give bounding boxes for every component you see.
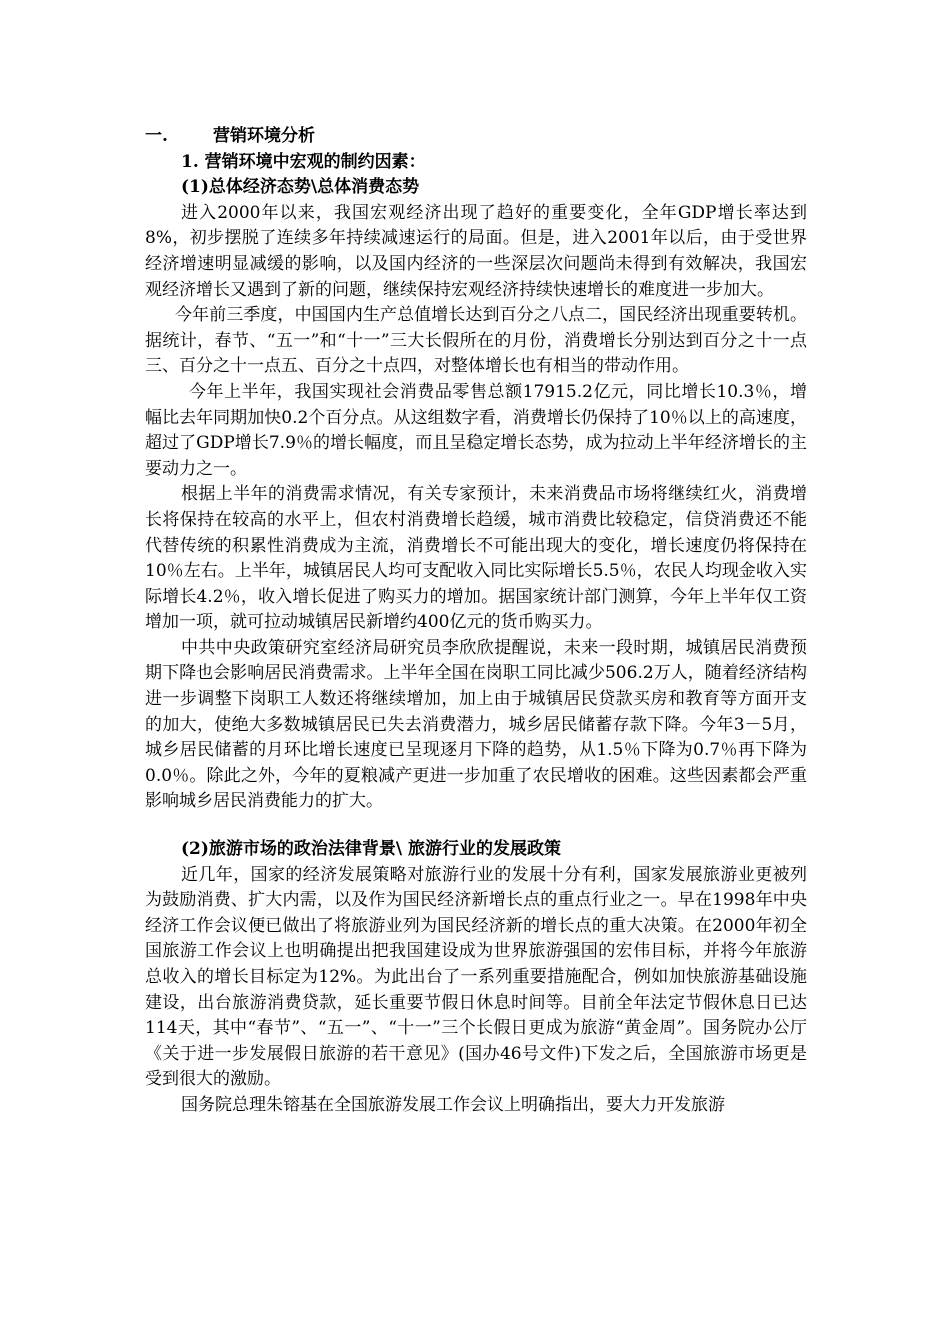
paragraph: 今年上半年，我国实现社会消费品零售总额17915.2亿元，同比增长10.3％，增幅比去年同期加快0.2个百分点。从这组数字看，消费增长仍保持了10％以上的高速度，超过了GDP增长7.9％的增长幅度，而且呈稳定增长态势，成为拉动上半年经济增长的主要动力之一。: [145, 381, 807, 479]
section1-title: (1)总体经济态势\总体消费态势: [181, 177, 420, 198]
paragraph: 根据上半年的消费需求情况，有关专家预计，未来消费品市场将继续红火，消费增长将保持在较高的水平上，但农村消费增长趋缓，城市消费比较稳定，信贷消费还不能代替传统的积累性消费成为主流，消费增长不可能出现大的变化，增长速度仍将保持在10％左右。上半年，城镇居民人均可支配收入同比实际增长5.5％，农民人均现金收入实际增长4.2％，收入增长促进了购买力的增加。据国家统计部门测算，今年上半年仅工资增加一项，就可拉动城镇居民新增约400亿元的货币购买力。: [145, 484, 807, 633]
paragraph: 进入2000年以来，我国宏观经济出现了趋好的重要变化，全年GDP增长率达到8%，初步摆脱了连续多年持续减速运行的局面。但是，进入2001年以后，由于受世界经济增速明显减缓的影响，以及国内经济的一些深层次问题尚未得到有效解决，我国宏观经济增长又遇到了新的问题，继续保持宏观经济持续快速增长的难度进一步加大。: [145, 202, 807, 300]
paragraph: 近几年，国家的经济发展策略对旅游行业的发展十分有利，国家发展旅游业更被列为鼓励消费、扩大内需，以及作为国民经济新增长点的重点行业之一。早在1998年中央经济工作会议便已做出了将旅游业列为国民经济新的增长点的重大决策。在2000年初全国旅游工作会议上也明确提出把我国建设成为世界旅游强国的宏伟目标，并将今年旅游总收入的增长目标定为12%。为此出台了一系列重要措施配合，例如加快旅游基础设施建设，出台旅游消费贷款，延长重要节假日休息时间等。目前全年法定节假休息日已达114天，其中“春节”、“五一”、“十一”三个长假日更成为旅游“黄金周”。国务院办公厅《关于进一步发展假日旅游的若干意见》(国办46号文件)下发之后，全国旅游市场更是受到很大的激励。: [145, 864, 807, 1090]
paragraph: 今年前三季度，中国国内生产总值增长达到百分之八点二，国民经济出现重要转机。据统计，春节、“五一”和“十一”三大长假所在的月份，消费增长分别达到百分之十一点三、百分之十一点五、百分之十点四，对整体增长也有相当的带动作用。: [145, 305, 807, 377]
spacer: [145, 815, 807, 837]
heading-title: 营销环境分析: [213, 126, 315, 146]
paragraph: 中共中央政策研究室经济局研究员李欣欣提醒说，未来一段时期，城镇居民消费预期下降也会影响居民消费需求。上半年全国在岗职工同比减少506.2万人，随着经济结构进一步调整下岗职工人数还将继续增加，加上由于城镇居民贷款买房和教育等方面开支的加大，使绝大多数城镇居民已失去消费潜力，城乡居民储蓄存款下降。今年3－5月，城乡居民储蓄的月环比增长速度已呈现逐月下降的趋势，从1.5％下降为0.7％再下降为0.0％。除此之外，今年的夏粮减产更进一步加重了农民增收的困难。这些因素都会严重影响城乡居民消费能力的扩大。: [145, 637, 807, 812]
paragraph: 国务院总理朱镕基在全国旅游发展工作会议上明确指出，要大力开发旅游: [181, 1094, 725, 1115]
document-body: [145, 124, 807, 1119]
section-heading-1: [145, 124, 807, 150]
subsection-heading: 1. 营销环境中宏观的制约因素：: [181, 151, 426, 172]
heading-number: 一.: [145, 126, 168, 146]
section2-title: (2)旅游市场的政治法律背景\ 旅游行业的发展政策: [181, 839, 562, 860]
